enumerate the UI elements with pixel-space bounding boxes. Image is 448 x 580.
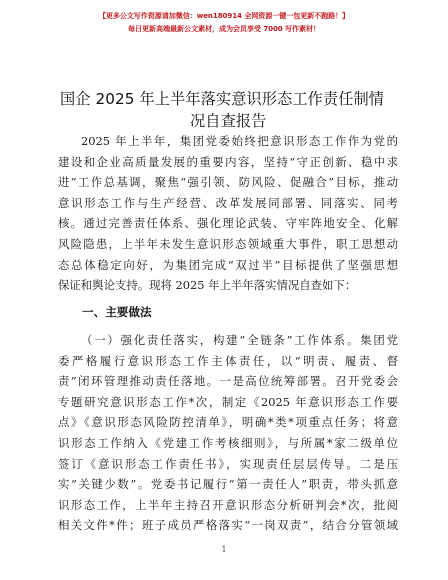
paragraph-line: 识形态工作，上半年主持召开意识形态分析研判会*次，批阅 bbox=[58, 497, 398, 512]
paragraph-line: 签订《意识形态工作责任书》，实现责任层层传导。二是压 bbox=[58, 456, 398, 471]
paragraph-line: 委严格履行意识形态工作主体责任，以“明责、履责、督 bbox=[58, 353, 398, 368]
paragraph-line: 态总体稳定向好，为集团完成“双过半”目标提供了坚强思想 bbox=[58, 257, 398, 272]
paragraph-line: 意识形态工作与生产经营、改革发展同部署、同落实、同考 bbox=[58, 195, 398, 210]
document-title-line-1: 国企 2025 年上半年落实意识形态工作责任制情 bbox=[60, 90, 385, 108]
page-number: 1 bbox=[221, 545, 227, 554]
paragraph-line: 风险隐患，上半年未发生意识形态领域重大事件，职工思想动 bbox=[58, 236, 398, 251]
paragraph-line: 相关文件*件；班子成员严格落实“一岗双责”，结合分管领域 bbox=[58, 518, 398, 533]
promo-banner-line-2: 每日更新高端最新公文素材，成为会员享受 7000 写作素材！ bbox=[128, 24, 320, 33]
paragraph-line: 核。通过完善责任体系、强化理论武装、守牢阵地安全、化解 bbox=[58, 216, 398, 231]
paragraph-line: 进”工作总基调，聚焦“强引领、防风险、促融合”目标，推动 bbox=[58, 175, 398, 190]
section-paragraph bbox=[58, 330, 398, 536]
paragraph-line: 责”闭环管理推动责任落地。一是高位统筹部署。召开党委会 bbox=[58, 374, 398, 389]
paragraph-line: 实“关键少数”。党委书记履行“第一责任人”职责，带头抓意 bbox=[58, 477, 398, 492]
paragraph-line: （一）强化责任落实，构建“全链条”工作体系。集团党 bbox=[81, 333, 398, 347]
paragraph-line: 保证和舆论支持。现将 2025 年上半年落实情况自查如下： bbox=[58, 278, 357, 293]
promo-banner-line-1: 【更多公文写作资源请加微信：wen180914 全网资源一键一包更新不跑路！】 bbox=[98, 11, 350, 20]
paragraph-line: 点》《意识形态风险防控清单》，明确*类*项重点任务；将意 bbox=[58, 415, 398, 430]
document-title-line-2: 况自查报告 bbox=[190, 112, 267, 130]
paragraph-line: 专题研究意识形态工作*次，制定《2025 年意识形态工作要 bbox=[58, 394, 398, 409]
intro-paragraph bbox=[58, 131, 398, 296]
paragraph-line: 识形态工作纳入《党建工作考核细则》，与所属*家二级单位 bbox=[58, 435, 398, 450]
section-heading: 一、主要做法 bbox=[82, 305, 152, 319]
paragraph-line: 建设和企业高质量发展的重要内容，坚持“守正创新、稳中求 bbox=[58, 154, 398, 169]
paragraph-line: 2025 年上半年，集团党委始终把意识形态工作作为党的 bbox=[81, 134, 398, 148]
